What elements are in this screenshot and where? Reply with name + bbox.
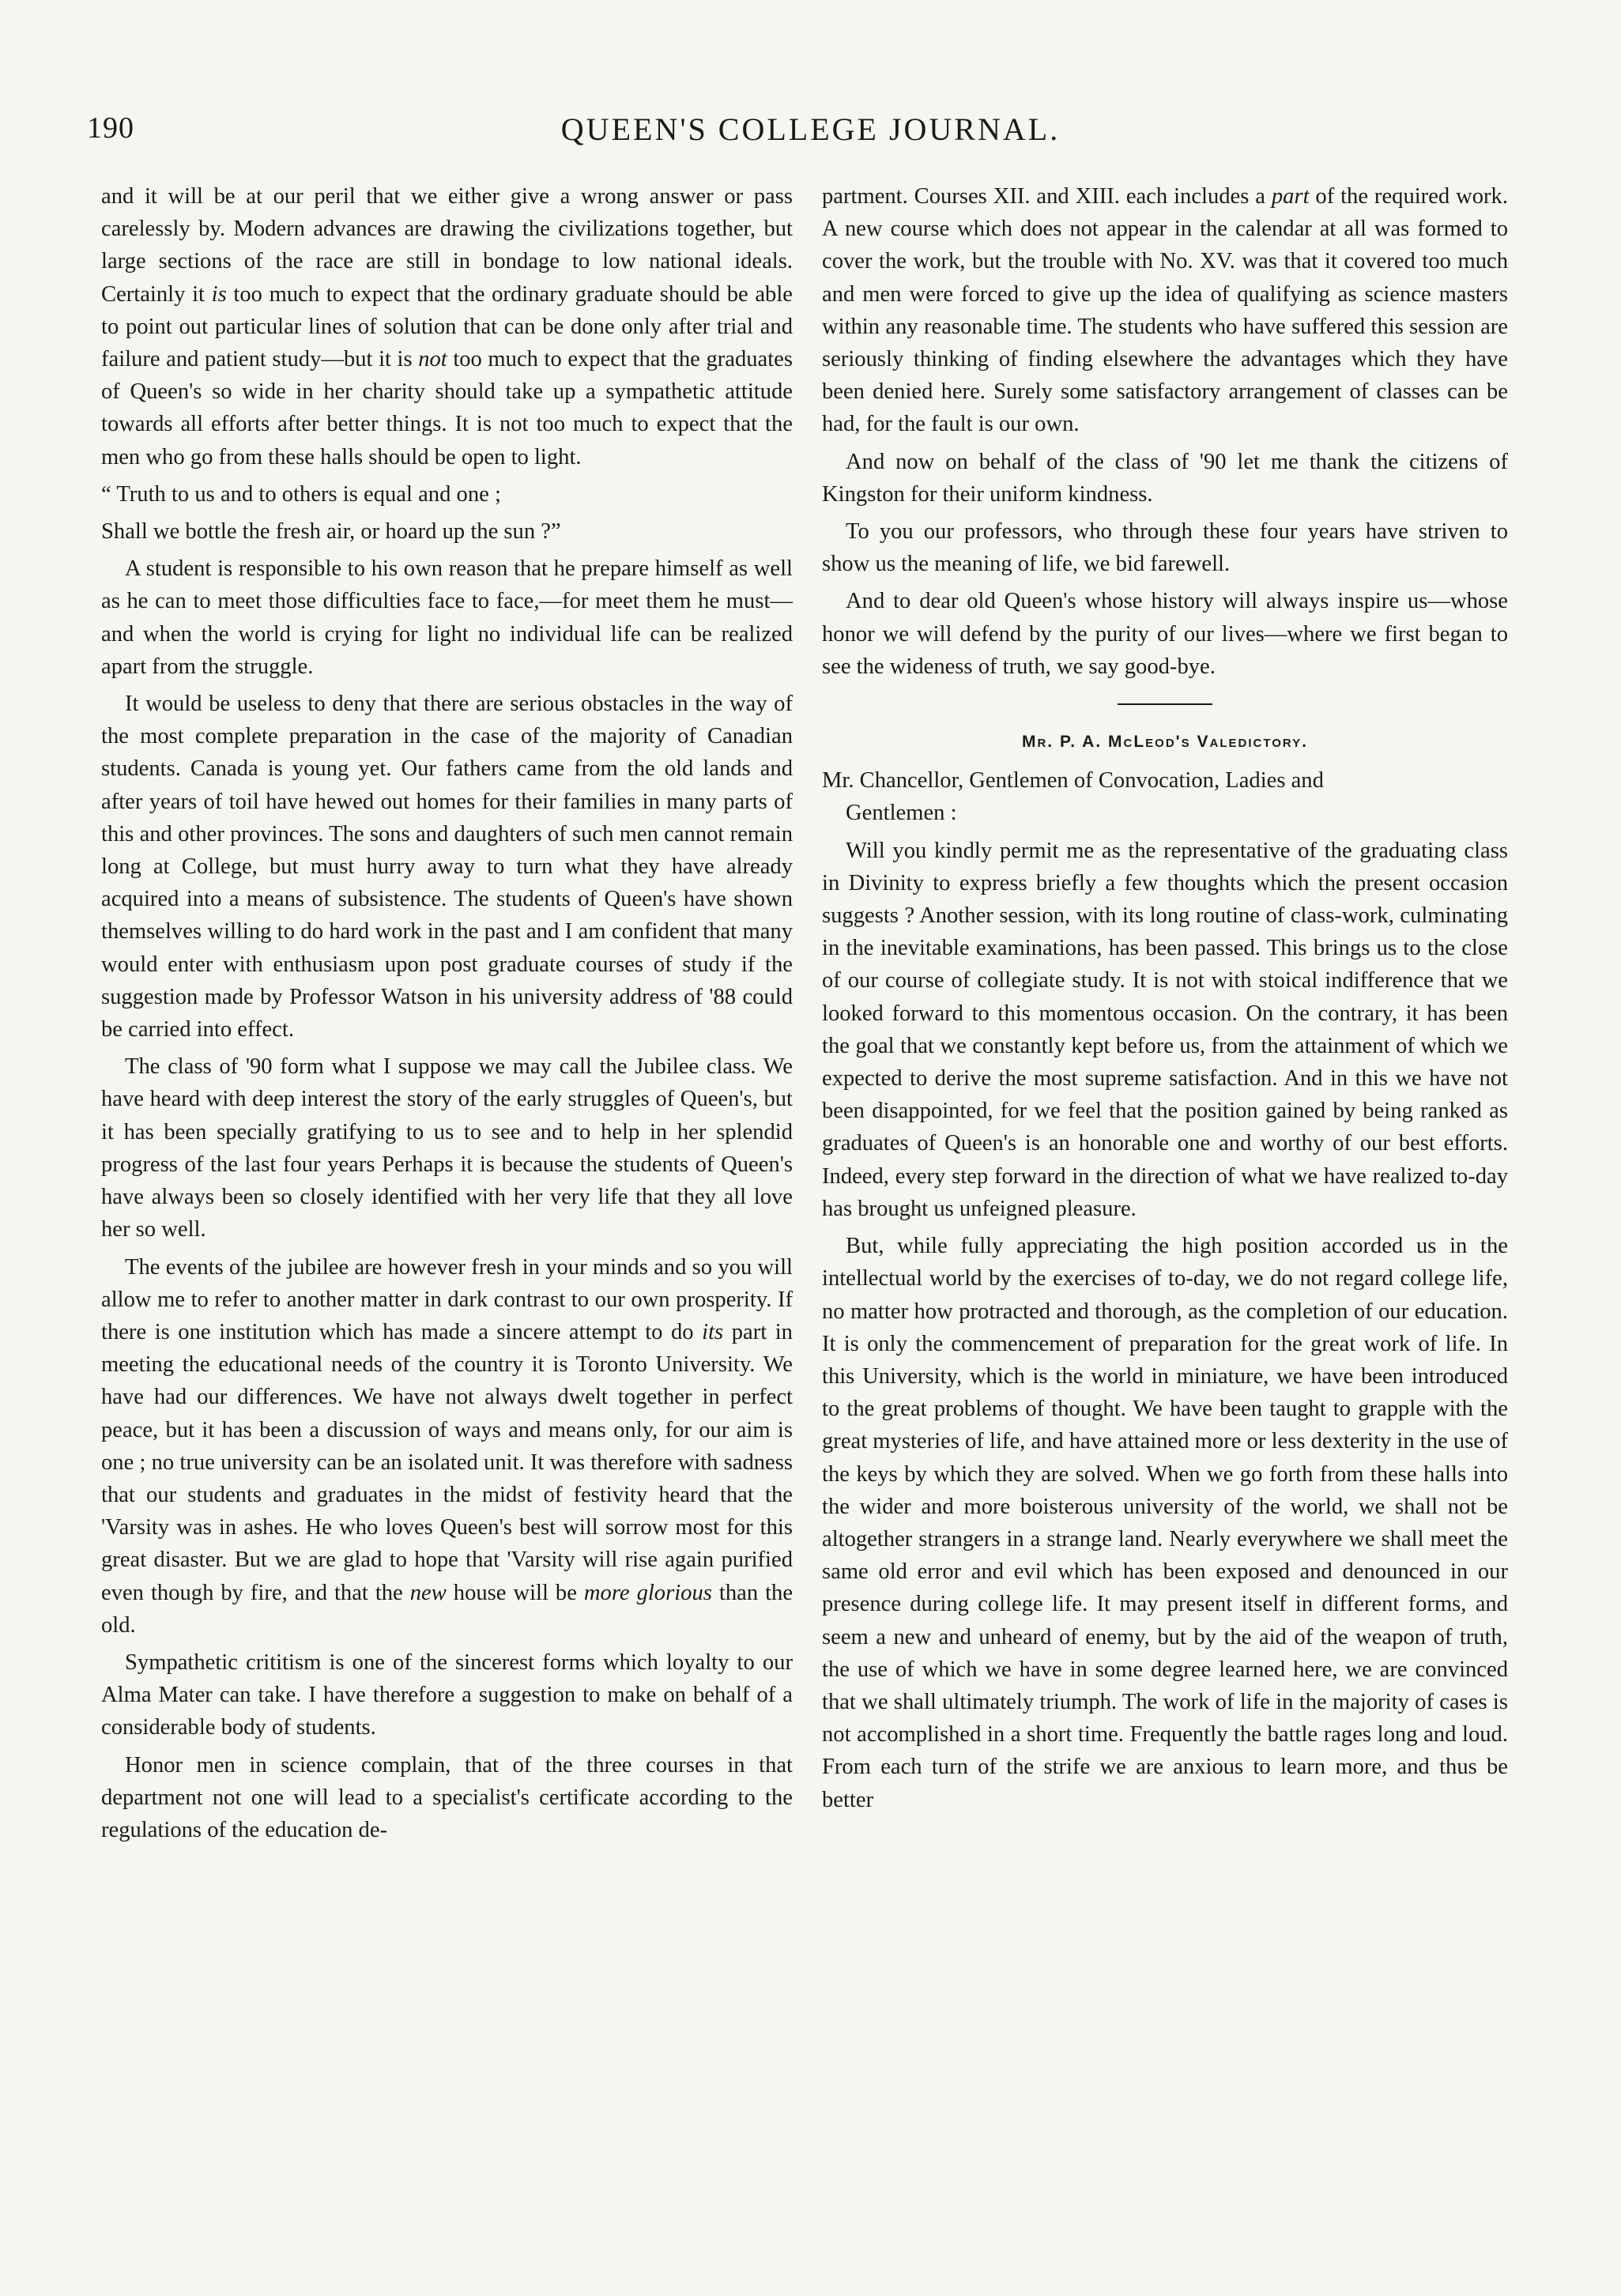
salutation: Mr. Chancellor, Gentlemen of Convocation, Ladies and [822, 768, 1324, 794]
paragraph: The class of '90 form what I suppose we may call the Jubilee class. We have heard with deep interest the story of the early struggles of Queen's, but it has been specially gratifying to us to see and to help in her splendid progress of the last four years Perhaps it is because the students of Queen's have always been so closely identified with her very life that they all love her so well. [101, 1054, 793, 1242]
page-number: 190 [87, 111, 134, 145]
verse-line: Shall we bottle the fresh air, or hoard up the sun ?” [101, 519, 561, 545]
salutation: Gentlemen : [846, 801, 957, 826]
paragraph: But, while fully appreciating the high position accorded us in the intellectual world by the exercises of to-day, we do not regard college life, no matter how protracted and thorough, as the completion of our education. It is only the commencement of preparation for the great work of life. In this University, which is the world in miniature, we have been introduced to the great problems of thought. We have been taught to grapple with the great mysteries of life, and have attained more or less dexterity in the use of the keys by which they are solved. When we go forth from these halls into the wider and more boisterous university of the world, we shall not be altogether strangers in a strange land. Nearly everywhere we shall meet the same old error and evil which has been exposed and denounced in our presence during college life. It may present itself in different forms, and seem a new and unheard of enemy, but by the aid of the weapon of truth, the use of which we have in some degree learned here, we are convinced that we shall ultimately triumph. The work of life in the majority of cases is not accomplished in a short time. Frequently the battle rages long and loud. From each turn of the strife we are anxious to learn more, and thus be better [822, 1234, 1508, 1812]
left-column [101, 180, 793, 1851]
paragraph: To you our professors, who through these four years have striven to show us the meaning of life, we bid farewell. [822, 519, 1508, 577]
paragraph: The events of the jubilee are however fresh in your minds and so you will allow me to refer to another matter in dark contrast to our own prosperity. If there is one institution which has made a sincere attempt to do its part in meeting the educational needs of the country it is Toronto University. We have had our differences. We have not always dwelt together in perfect peace, but it has been a discussion of ways and means only, for our aim is one ; no true university can be an isolated unit. It was therefore with sadness that our students and graduates in the midst of festivity heard that the 'Varsity was in ashes. He who loves Queen's best will sorrow most for this great disaster. But we are glad to hope that 'Varsity will rise again purified even though by fire, and that the new house will be more glorious than the old. [101, 1254, 794, 1638]
paragraph: And to dear old Queen's whose history will always inspire us—whose honor we will defend by the purity of our lives—where we first began to see the wideness of truth, we say good-bye. [822, 589, 1508, 679]
paragraph: partment. Courses XII. and XIII. each includes a part of the required work. A new course which does not appear in the calendar at all was formed to cover the work, but the trouble with No. XV. was that it covered too much and men were forced to give up the idea of qualifying as science masters within any reasonable time. The students who have suffered this session are seriously thinking of finding elsewhere the advantages which they have been denied here. Surely some satisfactory arrangement of classes can be had, for the fault is our own. [822, 184, 1508, 437]
paragraph: Honor men in science complain, that of the three courses in that department not one will lead to a specialist's certificate according to the regulations of the education de- [101, 1752, 793, 1842]
paragraph: Sympathetic crititism is one of the sincerest forms which loyalty to our Alma Mater can take. I have therefore a suggestion to make on behalf of a considerable body of students. [101, 1649, 793, 1740]
section-heading: Mr. P. A. McLeod's Valedictory. [1021, 733, 1309, 752]
journal-title: QUEEN'S COLLEGE JOURNAL. [560, 111, 1061, 147]
section-divider [1118, 703, 1212, 705]
paragraph: Will you kindly permit me as the representative of the graduating class in Divinity to express briefly a few thoughts which the present occasion suggests ? Another session, with its long routine of class-work, culminating in the inevitable examinations, has been passed. This brings us to the close of our course of collegiate study. It is not with stoical indifference that we looked forward to this momentous occasion. On the contrary, it has been the goal that we constantly kept before us, from the attainment of which we expected to derive the most supreme satisfaction. And in this we have not been disappointed, for we feel that the position gained by being ranked as graduates of Queen's is an honorable one and worthy of our best efforts. Indeed, every step forward in the direction of what we have realized to-day has brought us unfeigned pleasure. [822, 838, 1508, 1221]
paragraph: It would be useless to deny that there are serious obstacles in the way of the most complete preparation in the case of the majority of Canadian students. Canada is young yet. Our fathers came from the old lands and after years of toil have hewed out homes for their families in many parts of this and other provinces. The sons and daughters of such men cannot remain long at College, but must hurry away to turn what they have already acquired into a means of subsistence. The students of Queen's have shown themselves willing to do hard work in the past and I am confident that many would enter with enthusiasm upon post graduate courses of study if the suggestion made by Professor Watson in his university address of '88 could be carried into effect. [101, 692, 793, 1042]
paragraph: And now on behalf of the class of '90 let me thank the citizens of Kingston for their uniform kindness. [822, 449, 1508, 507]
verse-line: “ Truth to us and to others is equal and one ; [101, 481, 501, 507]
right-column [822, 180, 1508, 1821]
paragraph: and it will be at our peril that we either give a wrong answer or pass carelessly by. Modern advances are drawing the civilizations together, but large sections of the race are still in bondage to low national ideals. Certainly it is too much to expect that the ordinary graduate should be able to point out particular lines of solution that can be done only after trial and failure and patient study—but it is not too much to expect that the graduates of Queen's so wide in her charity should take up a sympathetic attitude towards all efforts after better things. It is not too much to expect that the men who go from these halls should be open to light. [101, 184, 793, 469]
paragraph: A student is responsible to his own reason that he prepare himself as well as he can to meet those difficulties face to face,—for meet them he must—and when the world is crying for light no individual life can be realized apart from the struggle. [101, 556, 793, 679]
